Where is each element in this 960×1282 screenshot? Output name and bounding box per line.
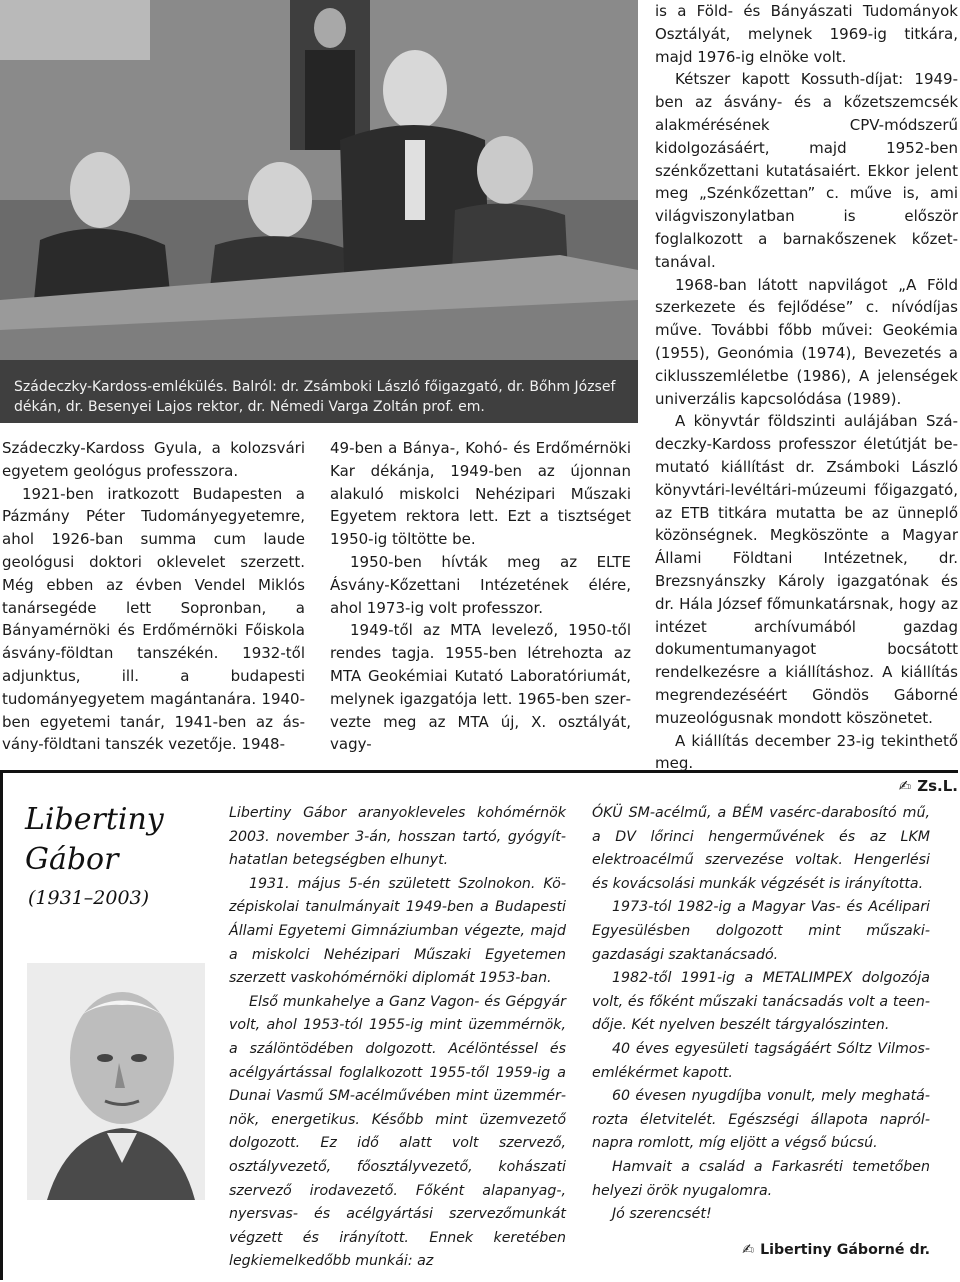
article-column-1 [2,437,305,756]
pen-icon: ✍ [898,777,912,796]
obituary-paragraph: 40 éves egyesületi tagságáért Sóltz Vilmosemlékérmet kapott. [592,1040,930,1081]
obituary-name-line1: Libertiny [25,802,164,837]
event-photo [0,0,638,423]
article-paragraph: 1921-ben iratkozott Budapesten a Pázmány Péter Tudományegyetemre, ahol 1926-ban summa cum laude geológusi doktori oklevelet szerzett. Még ebben az évben Vendel Miklós tanársegéde lett Sopronban, a Bányamérnöki és Erdőmérnöki Főiskola ásvány-földtan tanszékén. 1932-től adjunktus, ill. a budapesti tudományegyetem magántanára. 1940-ben egyetemi tanár, 1941-ben az ásvány-földtani tanszék vezetője. 1948- [2,484,305,754]
obituary-column-1 [229,802,566,1274]
obituary-column-2 [592,802,930,1262]
article-paragraph: 1968-ban látott napvilágot „A Föld szerkezete és fejlődése” c. nívódíjas műve. További főbb művei: Geokémia (1955), Geonómia (1974), Bevezetés a ciklusszemléletbe (1986), A jelenségek univerzális kapcsolódása (1989). [655,275,958,408]
event-photo-graphic [0,0,638,423]
obituary-paragraph: ÓKÜ SM-acélmű, a BÉM vasérc-darabosító mű, a DV lőrinci hengerművének és az LKM elektroacélmű szervezése voltak. Hengerlési és kovácsolási munkák végzését is irányította. [592,805,930,892]
obituary-name-line2: Gábor [25,842,119,877]
article-paragraph: Szádeczky-Kardoss Gyula, a kolozsvári egyetem geológus professzora. [2,439,305,480]
article-paragraph: 1950-ben hívták meg az ELTE Ásvány-Kőzettani Intézetének élére, ahol 1973-ig volt professzor. [330,552,631,617]
obituary-signature-text: Libertiny Gáborné dr. [760,1241,930,1258]
article-paragraph: 49-ben a Bánya-, Kohó- és Erdőmérnöki Kar dékánja, 1949-ben az újonnan alakuló miskolci Nehézipari Műszaki Egyetem rektora lett. Ezt a tisztséget 1950-ig töltötte be. [330,439,631,549]
obituary-paragraph: Jó szerencsét! [612,1206,712,1223]
photo-caption-line1: Szádeczky-Kardoss-emlékülés. Balról: dr. Zsámboki László főigazgató, dr. Bőhm József [14,379,616,395]
obituary-years: (1931–2003) [28,887,150,909]
article-column-2 [330,437,631,756]
article-paragraph: 1949-től az MTA levelező, 1950-től rendes tagja. 1955-ben létrehozta az MTA Geokémiai Kutató Laboratóriumát, melynek igazgatója lett. 1965-ben szervezte meg az MTA új, X. osztályát, vagy- [330,621,631,754]
obituary-paragraph: Hamvait a család a Farkasréti temetőben helyezi örök nyugalomra. [592,1158,930,1199]
obituary-signature [592,1239,930,1263]
obituary-paragraph: Libertiny Gábor aranyokleveles kohómérnök 2003. november 3-án, hosszan tartó, gyógyíthatatlan betegségben elhunyt. [229,805,566,869]
obituary-paragraph: 1931. május 5-én született Szolnokon. Középiskolai tanulmányait 1949-ben a Budapesti Állami Egyetemi Gimnáziumban végezte, majd a miskolci Nehézipari Műszaki Egyetemen szerzett vaskohómérnöki diplomát 1953-ban. [229,875,566,987]
obituary-paragraph: 1982-től 1991-ig a METALIMPEX dolgozója volt, és főként műszaki tanácsadás volt a teendője. Két nyelven beszélt tárgyalószinten. [592,970,930,1034]
article-paragraph: Kétszer kapott Kossuth-díjat: 1949-ben az ásvány- és a kőzetszemcsék alakmérésének CPV-módszerű kidolgozásáért, majd 1952-ben szénkőzettani kutatásaiért. Ekkor jelent meg „Szénkőzettan” c. műve is, ami világviszonylatban is először foglalkozott a barnakőszenek kőzettanával. [655,70,958,271]
obituary-paragraph: 60 évesen nyugdíjba vonult, mely meghatározta életvitelét. Egészségi állapota napról-napra romlott, míg eljött a végső búcsú. [592,1088,930,1152]
obituary-name [25,800,205,880]
obituary-paragraph: 1973-tól 1982-ig a Magyar Vas- és Acélipari Egyesülésben dolgozott mint műszaki-gazdasági szaktanácsadó. [592,899,930,963]
article-paragraph: is a Föld- és Bányászati Tudományok Osztályát, melynek 1969-ig titkára, majd 1976-ig elnöke volt. [655,2,958,66]
article-signature-text: Zs.L. [917,777,958,796]
photo-caption-line2: dékán, dr. Besenyei Lajos rektor, dr. Némedi Varga Zoltán prof. em. [14,399,485,415]
article-paragraph: A kiállítás december 23-ig tekinthető meg. [655,731,958,773]
obituary-paragraph: Első munkahelye a Ganz Vagon- és Gépgyár volt, ahol 1953-tól 1955-ig mint üzemmérnök, a szálöntödében dolgozott. Acélöntéssel és acélgyártással foglalkozott 1955-től 1959-ig a Dunai Vasmű SM-acélművében mint üzemmérnök, energetikus. Később mint üzemvezető dolgozott. Ez idő alatt volt szervező, osztályvezető, főosztályvezető, kohászati szervező irodavezető. Főként alapanyag-, nyersvas- és acélgyártási szervezőmunkát végzett és irányított. Ennek keretében legkiemelkedőbb munkái: az [229,993,566,1270]
portrait-graphic [27,963,205,1200]
article-paragraph: A könyvtár földszinti aulájában Szádeczky-Kardoss professzor életútját bemutató kiállítást dr. Zsámboki László könyvtári-levéltári-múzeumi főigazgató, az ETB titkára mutatta be az ünneplő közönségnek. Megköszönte a Magyar Állami Földtani Intézetnek, dr. Brezsnyánszky Károly igazgatónak és dr. Hála József főmunkatársnak, hogy az intézet archívumából gazdag dokumentumanyagot bocsátott rendelkezésre a kiállításhoz. A kiállítás megrendezéséért Göndös Gáborné muzeológusnak mondott köszönetet. [655,412,958,727]
photo-caption [14,377,624,417]
article-column-3 [655,0,958,798]
pen-icon: ✍ [742,1241,755,1258]
portrait-photo [27,963,205,1200]
